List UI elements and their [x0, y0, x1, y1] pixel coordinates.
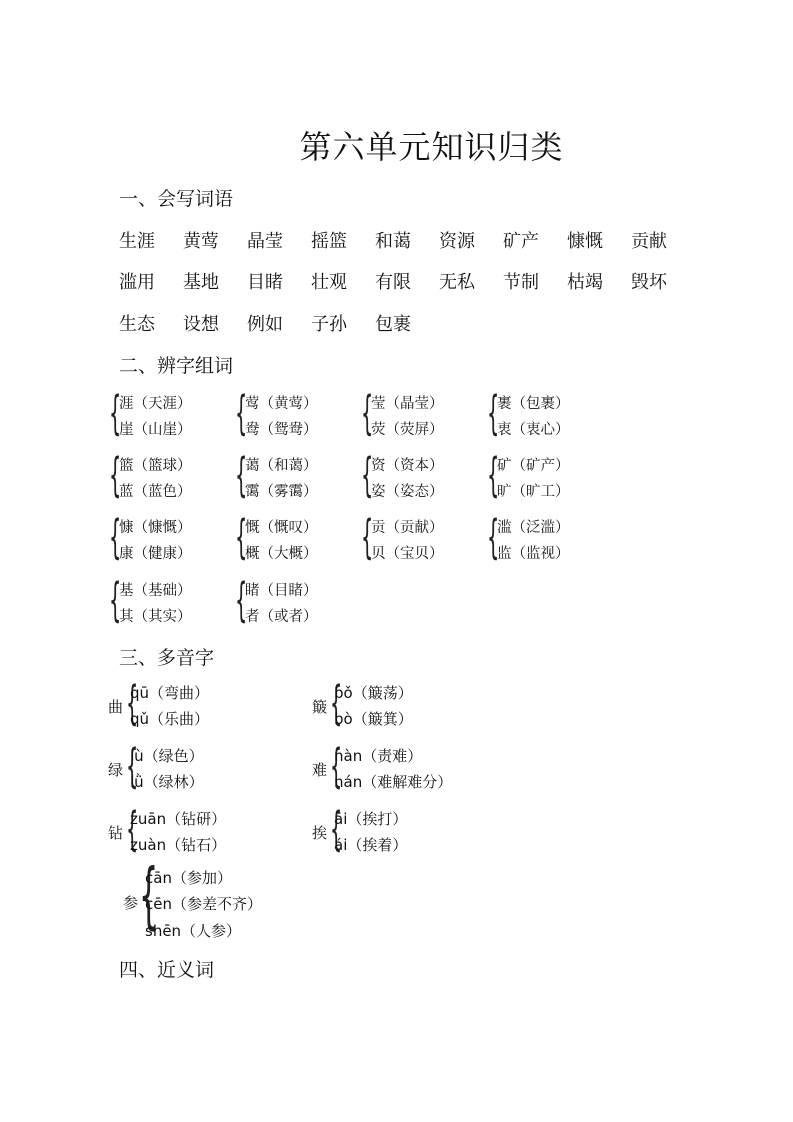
word: 晶莹	[247, 231, 283, 252]
brace-icon: {	[109, 386, 122, 440]
pair-line: 霭（雾霭）	[245, 484, 318, 500]
brace-icon: {	[109, 573, 122, 627]
pair-line: 滥（泛滥）	[497, 520, 570, 536]
brace-icon: {	[126, 676, 139, 730]
reading-line: cān（参加）	[145, 869, 232, 887]
reading-line: qū（弯曲）	[130, 684, 210, 702]
pair-line: 蓝（蓝色）	[119, 484, 192, 500]
pair-line: 贡（贡献）	[371, 520, 444, 536]
brace-icon: {	[109, 510, 122, 564]
word: 生态	[119, 314, 155, 335]
word: 滥用	[119, 272, 155, 293]
word: 子孙	[311, 314, 347, 335]
pair-line: 慨（慨叹）	[245, 520, 318, 536]
brace-icon: {	[487, 510, 500, 564]
brace-icon: {	[330, 676, 343, 730]
brace-icon: {	[235, 448, 248, 502]
word: 摇篮	[311, 231, 347, 252]
pair-line: 鸯（鸳鸯）	[245, 422, 318, 438]
brace-icon: {	[109, 448, 122, 502]
reading-line: bò（簸箕）	[334, 710, 413, 728]
brace-icon: {	[361, 448, 374, 502]
pair-line: 衷（衷心）	[497, 422, 570, 438]
page-title: 第六单元知识归类	[299, 128, 564, 166]
polyphone-char: 簸	[312, 698, 328, 716]
word: 有限	[375, 272, 411, 293]
word: 慷慨	[567, 231, 603, 252]
brace-icon: {	[361, 386, 374, 440]
word: 贡献	[631, 231, 667, 252]
word: 矿产	[503, 231, 539, 252]
pair-line: 涯（天涯）	[119, 396, 192, 412]
reading-line: shēn（人参）	[145, 922, 242, 940]
word: 资源	[439, 231, 475, 252]
reading-line: nàn（责难）	[334, 747, 423, 765]
pair-line: 贝（宝贝）	[371, 546, 444, 562]
pair-line: 旷（旷工）	[497, 484, 570, 500]
word: 和蔼	[375, 231, 411, 252]
word: 节制	[503, 272, 539, 293]
reading-line: qǔ（乐曲）	[130, 710, 210, 728]
pair-line: 慷（慷慨）	[119, 520, 192, 536]
reading-line: nán（难解难分）	[334, 773, 453, 791]
reading-line: bǒ（簸荡）	[334, 684, 413, 702]
brace-icon: {	[487, 386, 500, 440]
word: 例如	[247, 314, 283, 335]
word: 基地	[183, 272, 219, 293]
polyphone-char: 挨	[312, 824, 328, 842]
brace-icon: {	[361, 510, 374, 564]
reading-line: lǜ（绿林）	[130, 773, 204, 791]
brace-icon: {	[487, 448, 500, 502]
word: 黄莺	[183, 231, 219, 252]
pair-line: 康（健康）	[119, 546, 192, 562]
word: 毁坏	[631, 272, 667, 293]
reading-line: zuān（钻研）	[130, 810, 227, 828]
word: 生涯	[119, 231, 155, 252]
polyphone-char: 曲	[108, 698, 124, 716]
pair-line: 崖（山崖）	[119, 422, 192, 438]
pair-line: 其（其实）	[119, 609, 192, 625]
pair-line: 资（资本）	[371, 458, 444, 474]
pair-line: 监（监视）	[497, 546, 570, 562]
section-heading-distinguish: 二、辨字组词	[119, 355, 234, 377]
pair-line: 矿（矿产）	[497, 458, 570, 474]
polyphone-char: 参	[123, 894, 139, 912]
brace-icon: {	[139, 853, 159, 937]
pair-line: 篮（篮球）	[119, 458, 192, 474]
reading-line: cēn（参差不齐）	[145, 895, 262, 913]
word: 设想	[183, 314, 219, 335]
polyphone-char: 钻	[108, 824, 124, 842]
brace-icon: {	[126, 802, 139, 856]
brace-icon: {	[235, 510, 248, 564]
brace-icon: {	[330, 802, 343, 856]
pair-line: 基（基础）	[119, 583, 192, 599]
pair-line: 睹（目睹）	[245, 583, 318, 599]
reading-line: āi（挨打）	[334, 810, 408, 828]
pair-line: 者（或者）	[245, 609, 318, 625]
reading-line: zuàn（钻石）	[130, 836, 227, 854]
pair-line: 裹（包裹）	[497, 396, 570, 412]
brace-icon: {	[235, 573, 248, 627]
reading-line: ái（挨着）	[334, 836, 408, 854]
word: 包裹	[375, 314, 411, 335]
reading-line: lù（绿色）	[130, 747, 204, 765]
pair-line: 莺（黄莺）	[245, 396, 318, 412]
word: 壮观	[311, 272, 347, 293]
word: 枯竭	[567, 272, 603, 293]
pair-line: 姿（姿态）	[371, 484, 444, 500]
word: 无私	[439, 272, 475, 293]
pair-line: 蔼（和蔼）	[245, 458, 318, 474]
pair-line: 荧（荧屏）	[371, 422, 444, 438]
brace-icon: {	[126, 739, 139, 793]
polyphone-char: 难	[312, 761, 328, 779]
pair-line: 概（大概）	[245, 546, 318, 562]
pair-line: 莹（晶莹）	[371, 396, 444, 412]
brace-icon: {	[330, 739, 343, 793]
section-heading-words: 一、会写词语	[119, 188, 234, 210]
brace-icon: {	[235, 386, 248, 440]
section-heading-polyphones: 三、多音字	[119, 647, 215, 669]
polyphone-char: 绿	[108, 761, 124, 779]
word: 目睹	[247, 272, 283, 293]
section-heading-synonyms: 四、近义词	[119, 959, 215, 981]
